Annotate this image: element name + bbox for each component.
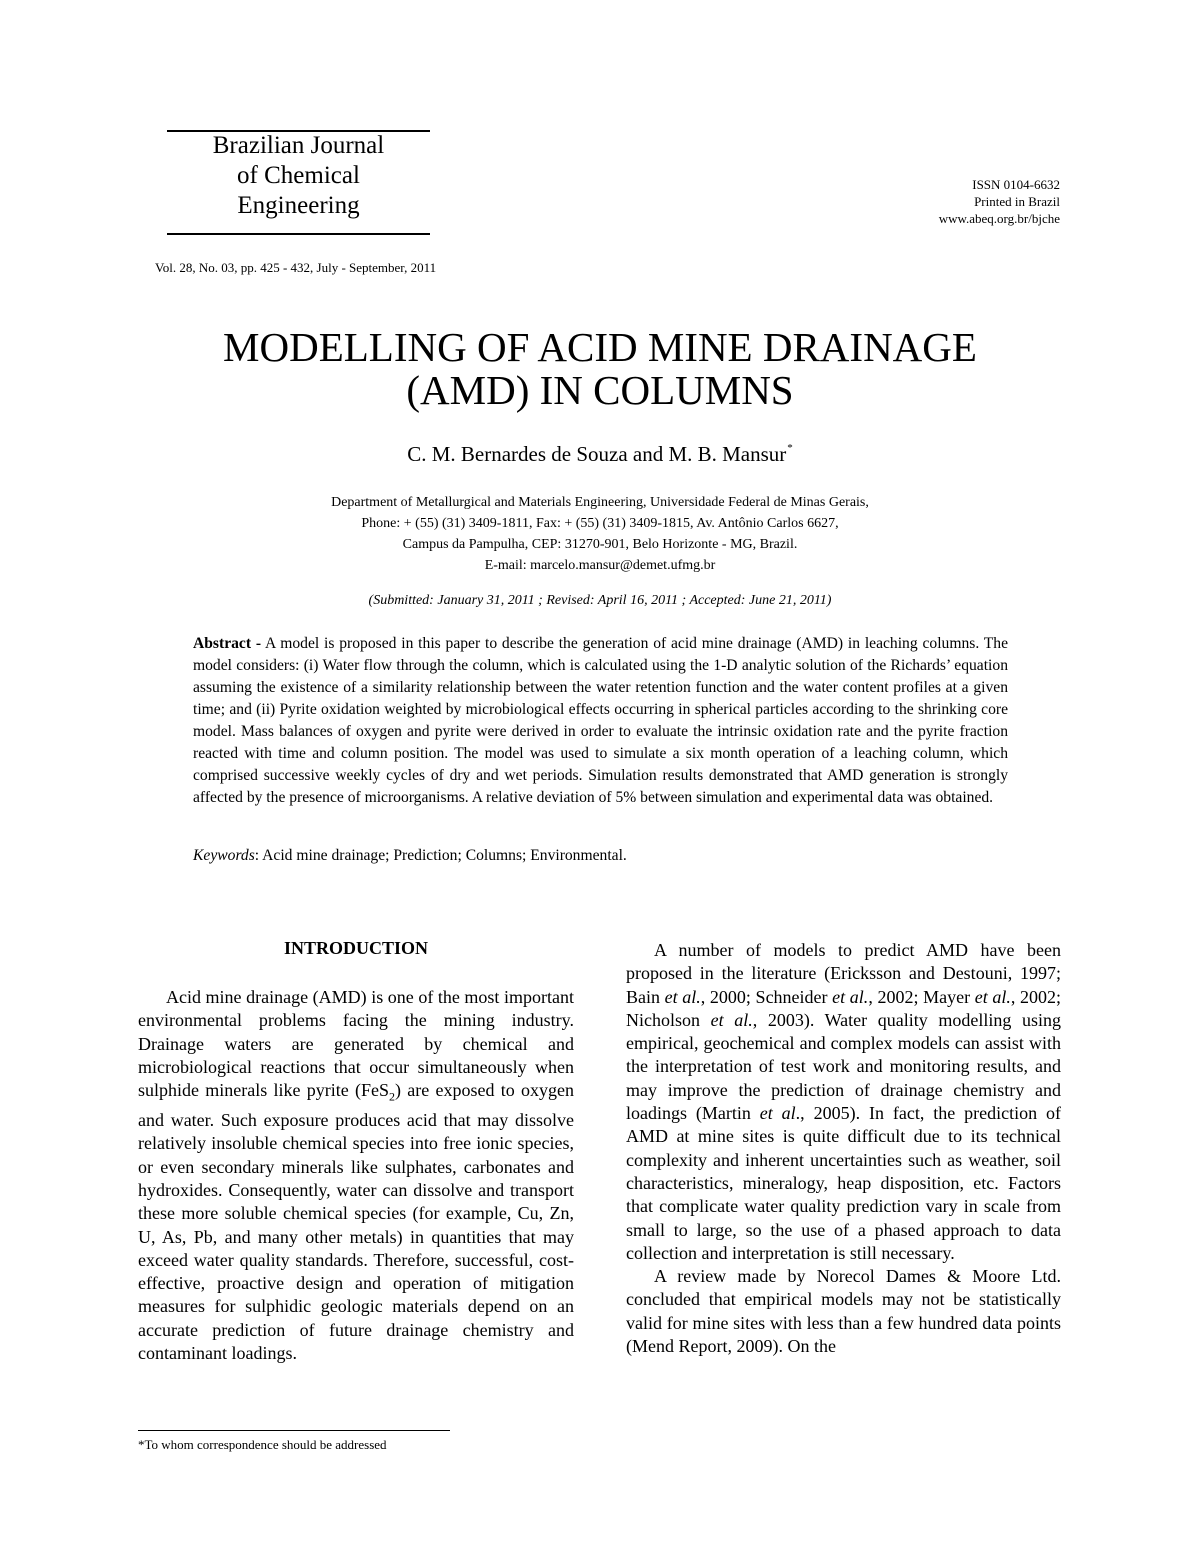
paragraph [138,986,574,1365]
abstract-text: A model is proposed in this paper to describe the generation of acid mine drainage (AMD) in leaching columns. The model considers: (i) Water flow through the column, which is calculated using the 1-D analytic solution of the Richards’ equation assuming the existence of a similarity relationship between the water retention function and the water content profiles at a given time; and (ii) Pyrite oxidation weighted by microbiological effects occurring in spherical particles according to the shrinking core model. Mass balances of oxygen and pyrite were derived in order to evaluate the intrinsic oxidation rate and the pyrite fraction reacted with time and column position. The model was used to simulate a six month operation of a leaching column, which comprised successive weekly cycles of dry and wet periods. Simulation results demonstrated that AMD generation is strongly affected by the presence of microorganisms. A relative deviation of 5% between simulation and experimental data was obtained. [193,635,1008,806]
citation-etal: et al. [664,986,701,1007]
affiliation [0,492,1200,576]
authors-text: C. M. Bernardes de Souza and M. B. Mansur [407,442,787,466]
affiliation-line: Department of Metallurgical and Materials Engineering, Universidade Federal de Minas Gerais, [331,495,869,510]
keywords-text: : Acid mine drainage; Prediction; Columns; Environmental. [254,847,627,864]
paragraph: A review made by Norecol Dames & Moore Ltd. concluded that empirical models may not be statistically valid for mine sites with less than a few hundred data points (Mend Report, 2009). On the [626,1266,1061,1357]
paragraph-text: , 2002; Nicholson [626,986,1061,1030]
paragraph-text: , 2002; Mayer [868,986,975,1007]
abstract [193,633,1008,809]
correspondence-mark: * [787,442,793,454]
paper-title-line: (AMD) IN COLUMNS [406,367,794,413]
citation-etal: et al. [974,986,1011,1007]
citation-etal: et al [759,1103,796,1124]
volume-line: Vol. 28, No. 03, pp. 425 - 432, July - September, 2011 [155,260,437,275]
affiliation-line: Phone: + (55) (31) 3409-1811, Fax: + (55) (31) 3409-1815, Av. Antônio Carlos 6627, [361,516,839,531]
footnote: *To whom correspondence should be addressed [138,1437,387,1452]
paragraph-text: Acid mine drainage (AMD) is one of the most important environmental problems facing the mining industry. Drainage waters are generated by chemical and microbiological reactions that occur simultaneously when sulphide minerals like pyrite (FeS [138,987,574,1101]
issn-block [939,176,1060,227]
footnote-rule [138,1430,450,1431]
paragraph-text: , 2000; Schneider [700,986,833,1007]
issn-number: ISSN 0104-6632 [972,177,1060,192]
journal-name [167,131,430,221]
keywords [193,847,627,865]
printed-in: Printed in Brazil [974,194,1060,209]
paragraph-text: ., 2005). In fact, the prediction of AMD at mine sites is quite difficult due to its technical complexity and inherent uncertainties such as weather, soil characteristics, mineralogy, heap disposition, etc. Factors that complicate water quality prediction vary in scale from small to large, so the use of a phased approach to data collection and interpretation is still necessary. [626,1103,1061,1263]
paragraph-text: , 2003). Water quality modelling using empirical, geochemical and complex models can assist with the interpretation of test work and monitoring results, and may improve the prediction of drainage chemistry and loadings (Martin [626,1009,1061,1124]
journal-url: www.abeq.org.br/bjche [938,211,1060,226]
paragraph [626,939,1061,1265]
section-heading-introduction: INTRODUCTION [283,938,429,958]
citation-etal: et al. [832,986,869,1007]
journal-name-line: of Chemical [237,162,360,189]
paper-title-line: MODELLING OF ACID MINE DRAINAGE [223,324,977,370]
right-column [626,939,1061,1358]
authors [0,442,1200,467]
subscript: 2 [389,1089,395,1104]
paragraph-text: A number of models to predict AMD have been proposed in the literature (Ericksson and Destouni, 1997; Bain [626,940,1061,1007]
abstract-label: Abstract - [193,635,262,652]
affiliation-line: E-mail: marcelo.mansur@demet.ufmg.br [484,558,716,573]
affiliation-line: Campus da Pampulha, CEP: 31270-901, Belo Horizonte - MG, Brazil. [402,537,798,552]
journal-rule-bottom [167,233,430,235]
journal-name-line: Engineering [237,192,360,219]
left-column [138,986,574,1365]
paper-title [0,326,1200,412]
keywords-label: Keywords [193,847,255,864]
submission-dates: (Submitted: January 31, 2011 ; Revised: April 16, 2011 ; Accepted: June 21, 2011) [368,593,832,608]
paragraph-text: ) are exposed to oxygen and water. Such exposure produces acid that may dissolve relatively insoluble chemical species into free ionic species, or even secondary minerals like sulphates, carbonates and hydroxides. Consequently, water can dissolve and transport these more soluble chemical species (for example, Cu, Zn, U, As, Pb, and many other metals) in quantities that may exceed water quality standards. Therefore, successful, cost-effective, proactive design and operation of mitigation measures for sulphidic geologic materials depend on an accurate prediction of future drainage chemistry and contaminant loadings. [138,1080,574,1364]
journal-name-line: Brazilian Journal [212,132,385,159]
citation-etal: et al. [710,1009,753,1030]
